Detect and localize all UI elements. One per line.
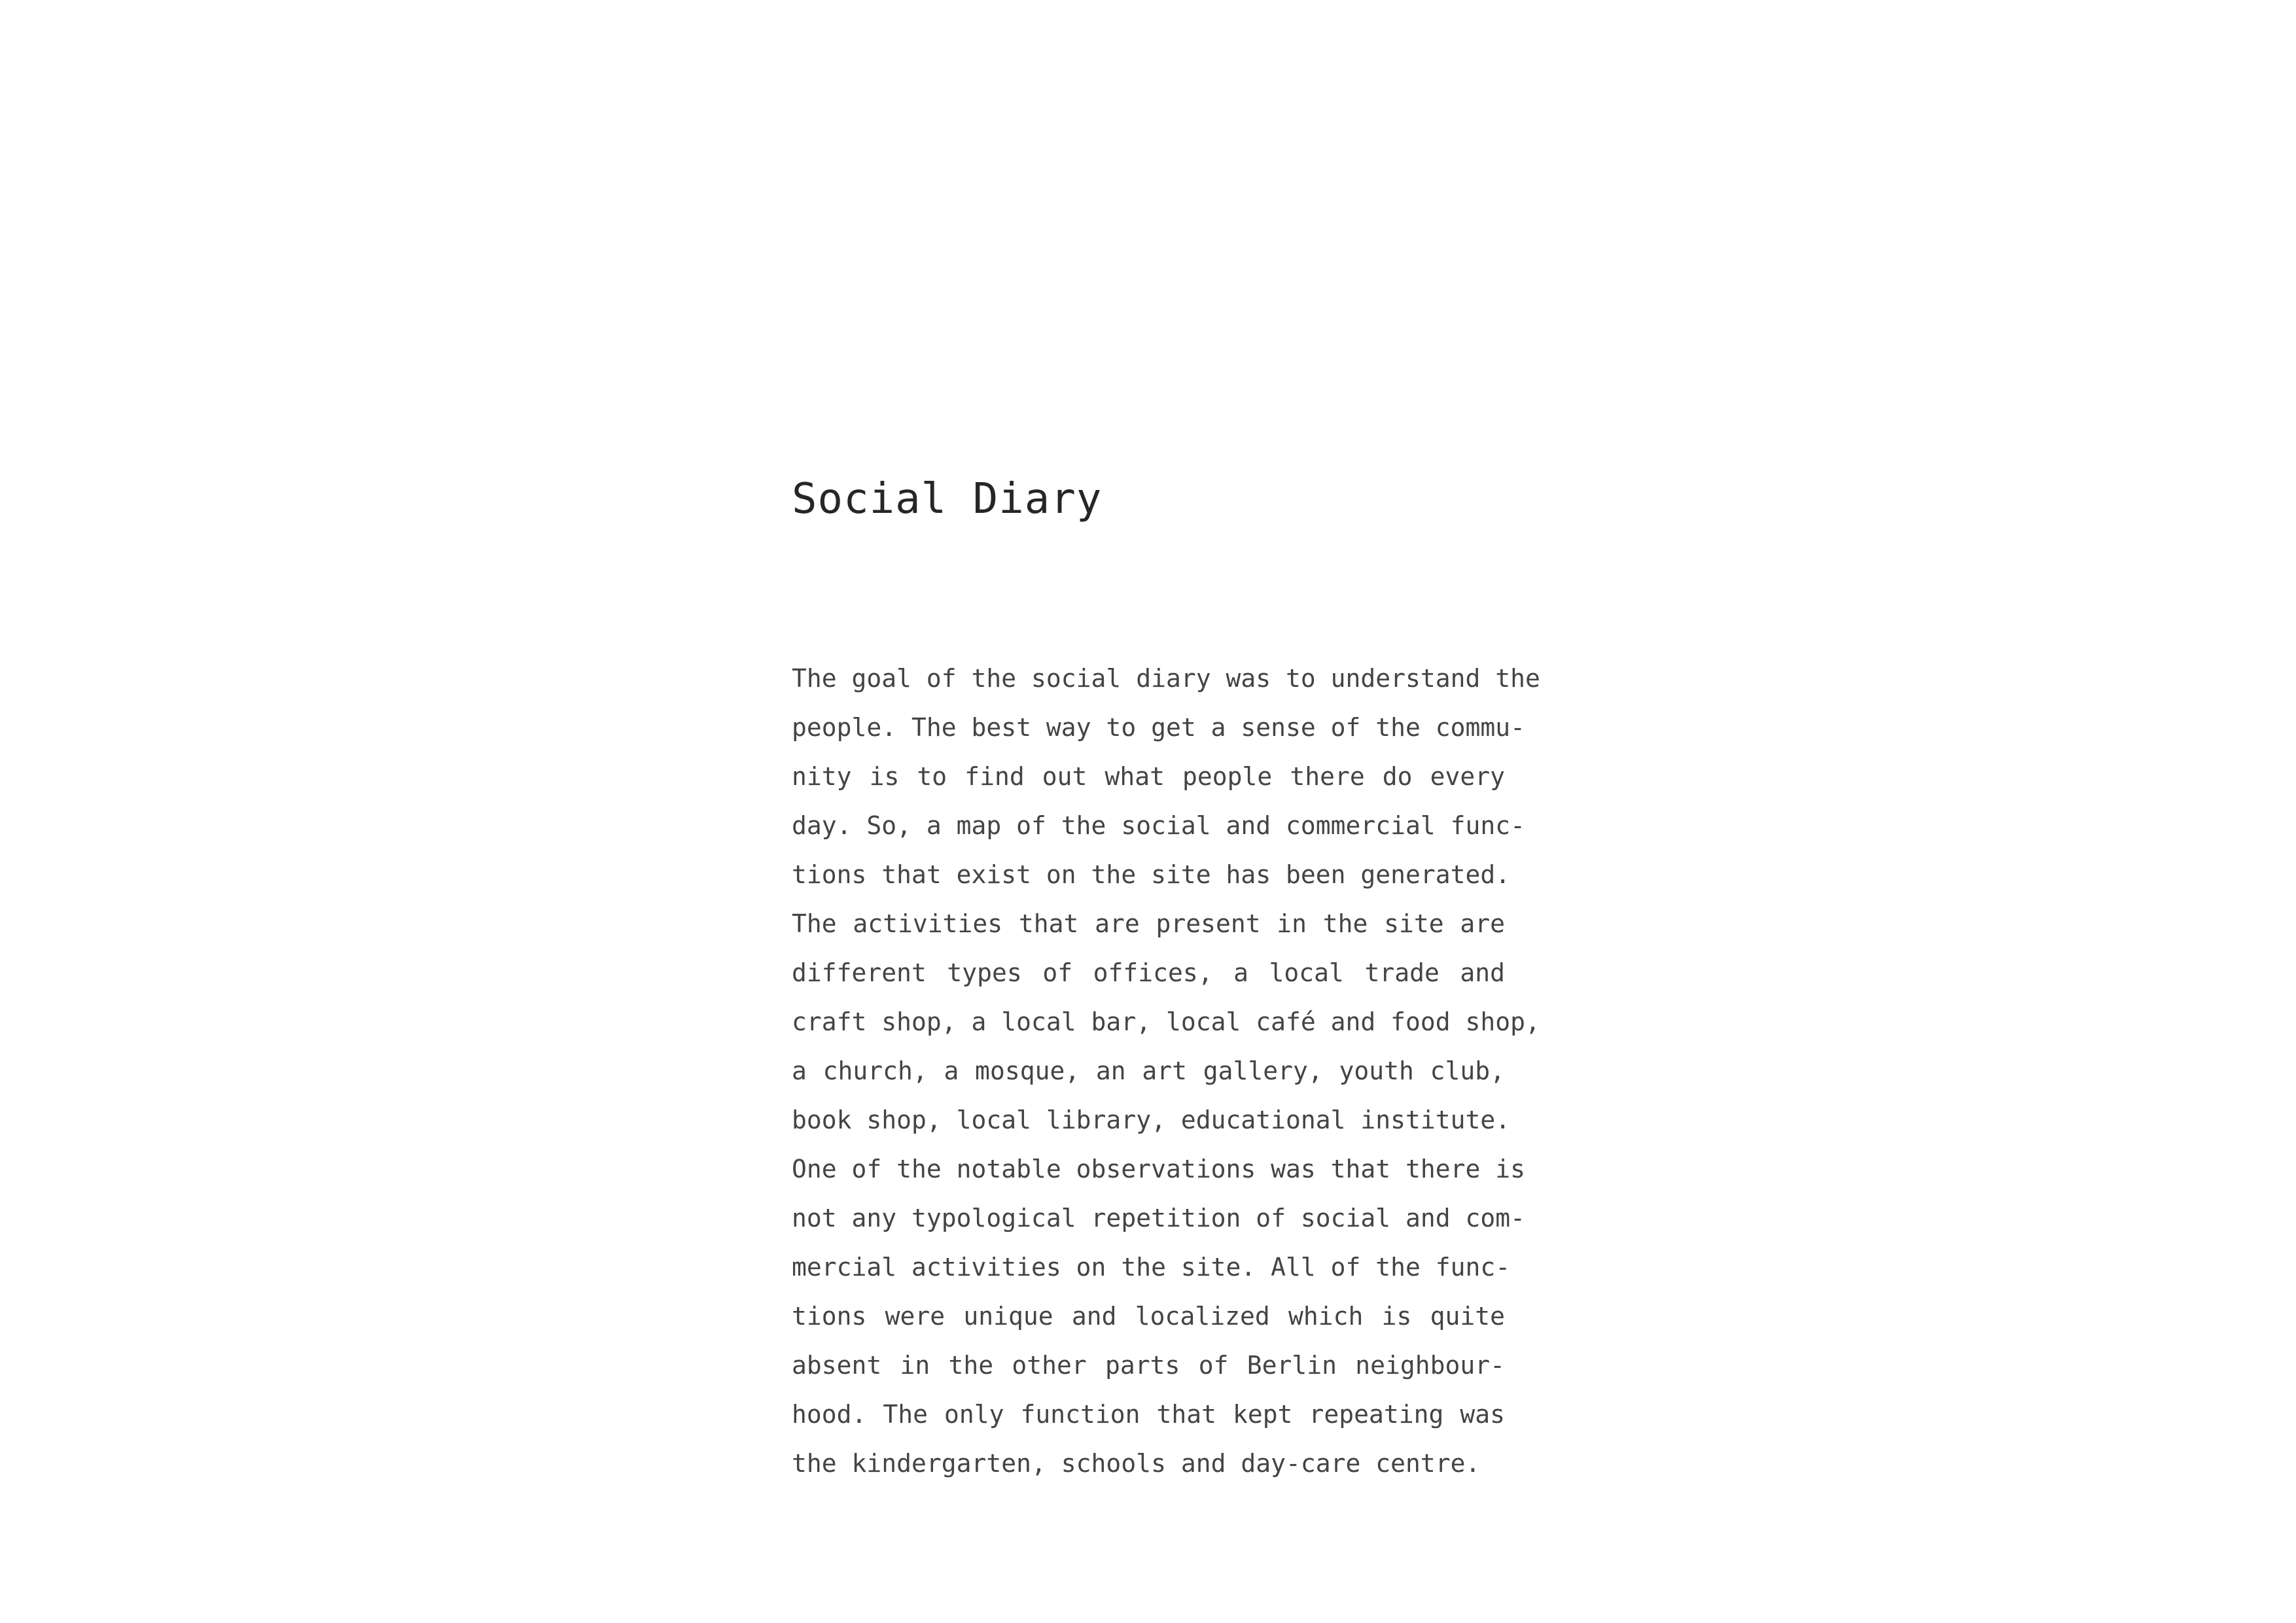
paragraph-line: people. The best way to get a sense of the commu- (792, 713, 1526, 742)
paragraph-line: not any typological repetition of social and com- (792, 1204, 1526, 1232)
paragraph-line: One of the notable observations was that there is (792, 1155, 1526, 1183)
paragraph-line: mercial activities on the site. All of the func- (792, 1253, 1511, 1282)
paragraph-line: hood. The only function that kept repeating was (792, 1400, 1505, 1429)
paragraph-line: a church, a mosque, an art gallery, youth club, (792, 1056, 1505, 1085)
body-paragraph (792, 654, 1540, 1488)
paragraph-line: the kindergarten, schools and day-care centre. (792, 1449, 1481, 1478)
paragraph-line: different types of offices, a local trade and (792, 958, 1505, 987)
paragraph-line: craft shop, a local bar, local café and food shop, (792, 1007, 1540, 1036)
paragraph-line: The goal of the social diary was to understand the (792, 664, 1540, 693)
paragraph-line: The activities that are present in the site are (792, 909, 1505, 938)
paragraph-line: tions were unique and localized which is quite (792, 1302, 1505, 1331)
paragraph-line: book shop, local library, educational institute. (792, 1106, 1511, 1134)
paragraph-line: absent in the other parts of Berlin neighbour- (792, 1351, 1505, 1380)
page-title: Social Diary (792, 475, 1103, 523)
paragraph-line: day. So, a map of the social and commercial func- (792, 811, 1526, 840)
paragraph-line: tions that exist on the site has been generated. (792, 860, 1511, 889)
paragraph-line: nity is to find out what people there do every (792, 762, 1505, 791)
